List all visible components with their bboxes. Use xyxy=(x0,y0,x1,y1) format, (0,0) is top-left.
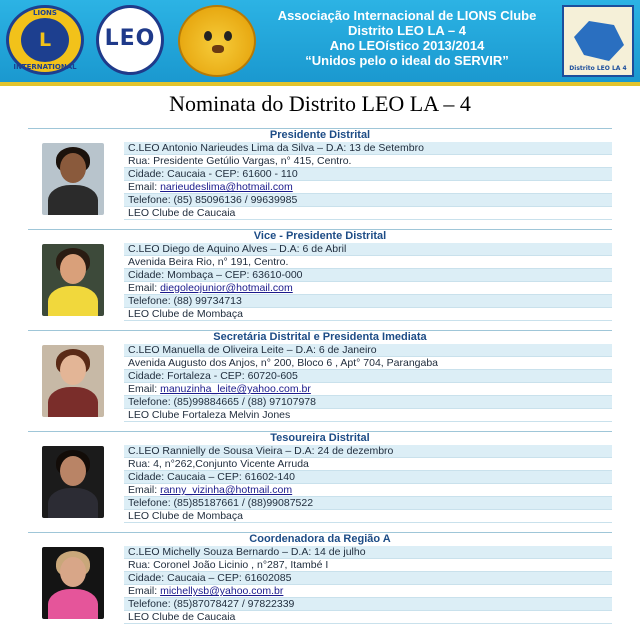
map-icon xyxy=(574,21,624,61)
member-email-link[interactable]: diegoleojunior@hotmail.com xyxy=(160,282,293,294)
email-label: Email: xyxy=(128,181,161,193)
header-text xyxy=(262,8,552,68)
lions-logo-subtext: INTERNATIONAL xyxy=(13,63,77,71)
member-club: LEO Clube de Caucaia xyxy=(124,207,612,220)
email-label: Email: xyxy=(128,383,161,395)
member-photo xyxy=(42,244,104,316)
member-name: C.LEO Diego de Aquino Alves – D.A: 6 de Abril xyxy=(124,243,612,256)
lions-international-logo xyxy=(6,5,84,75)
member-card xyxy=(28,532,612,624)
member-club: LEO Clube de Mombaça xyxy=(124,510,612,523)
member-city: Cidade: Fortaleza - CEP: 60720-605 xyxy=(124,370,612,383)
header-line-2: Distrito LEO LA – 4 xyxy=(348,23,466,38)
lion-eye-icon xyxy=(224,31,232,41)
member-email-link[interactable]: michellysb@yahoo.com.br xyxy=(160,585,284,597)
member-club: LEO Clube Fortaleza Melvin Jones xyxy=(124,409,612,422)
member-city: Cidade: Caucaia – CEP: 61602085 xyxy=(124,572,612,585)
member-photo xyxy=(42,345,104,417)
district-logo-label: Distrito LEO LA 4 xyxy=(569,65,627,72)
member-card xyxy=(28,128,612,220)
member-club: LEO Clube de Mombaça xyxy=(124,308,612,321)
member-role: Presidente Distrital xyxy=(28,128,612,142)
email-label: Email: xyxy=(128,282,161,294)
member-city: Cidade: Mombaça – CEP: 63610-000 xyxy=(124,269,612,282)
member-photo xyxy=(42,547,104,619)
header-line-1: Associação Internacional de LIONS Clube xyxy=(277,8,537,23)
lion-eye-icon xyxy=(204,31,212,41)
lion-mascot-icon xyxy=(178,5,256,77)
member-phone: Telefone: (85)85187661 / (88)99087522 xyxy=(124,497,612,510)
member-photo xyxy=(42,446,104,518)
page-title: Nominata do Distrito LEO LA – 4 xyxy=(169,91,471,116)
member-photo xyxy=(42,143,104,215)
member-email-row xyxy=(124,484,612,497)
member-address: Avenida Beira Rio, n° 191, Centro. xyxy=(124,256,612,269)
lion-nose-icon xyxy=(212,45,224,53)
email-label: Email: xyxy=(128,585,161,597)
member-address: Avenida Augusto dos Anjos, n° 200, Bloco 6 , Apt° 704, Parangaba xyxy=(124,357,612,370)
member-city: Cidade: Caucaia – CEP: 61602-140 xyxy=(124,471,612,484)
lions-logo-emblem: L xyxy=(21,18,69,62)
member-card xyxy=(28,229,612,321)
member-email-row xyxy=(124,383,612,396)
member-email-row xyxy=(124,585,612,598)
member-card xyxy=(28,431,612,523)
member-city: Cidade: Caucaia - CEP: 61600 - 110 xyxy=(124,168,612,181)
member-address: Rua: Presidente Getúlio Vargas, n° 415, Centro. xyxy=(124,155,612,168)
leo-logo-text: LEO xyxy=(104,26,156,51)
lions-logo-text: LIONS xyxy=(33,9,57,17)
member-name: C.LEO Rannielly de Sousa Vieira – D.A: 24 de dezembro xyxy=(124,445,612,458)
member-name: C.LEO Michelly Souza Bernardo – D.A: 14 de julho xyxy=(124,546,612,559)
member-address: Rua: Coronel João Licinio , n°287, Itambé I xyxy=(124,559,612,572)
member-role: Coordenadora da Região A xyxy=(28,532,612,546)
member-phone: Telefone: (88) 99734713 xyxy=(124,295,612,308)
member-role: Vice - Presidente Distrital xyxy=(28,229,612,243)
member-role: Tesoureira Distrital xyxy=(28,431,612,445)
header-line-3: Ano LEOístico 2013/2014 xyxy=(329,38,485,53)
header-line-4: “Unidos pelo o ideal do SERVIR” xyxy=(305,53,509,68)
member-email-link[interactable]: ranny_vizinha@hotmail.com xyxy=(160,484,293,496)
email-label: Email: xyxy=(128,484,161,496)
member-role: Secretária Distrital e Presidenta Imediata xyxy=(28,330,612,344)
banner-divider xyxy=(0,82,640,86)
member-email-link[interactable]: narieudeslima@hotmail.com xyxy=(160,181,293,193)
member-name: C.LEO Antonio Narieudes Lima da Silva – D.A: 13 de Setembro xyxy=(124,142,612,155)
member-phone: Telefone: (85)99884665 / (88) 97107978 xyxy=(124,396,612,409)
district-map-logo xyxy=(562,5,634,77)
member-club: LEO Clube de Caucaia xyxy=(124,611,612,624)
member-phone: Telefone: (85)87078427 / 97822339 xyxy=(124,598,612,611)
member-address: Rua: 4, n°262,Conjunto Vicente Arruda xyxy=(124,458,612,471)
leo-club-logo xyxy=(96,5,164,75)
member-email-link[interactable]: manuzinha_leite@yahoo.com.br xyxy=(160,383,311,395)
header-banner xyxy=(0,0,640,83)
member-email-row xyxy=(124,282,612,295)
member-card xyxy=(28,330,612,422)
member-email-row xyxy=(124,181,612,194)
member-phone: Telefone: (85) 85096136 / 99639985 xyxy=(124,194,612,207)
member-name: C.LEO Manuella de Oliveira Leite – D.A: 6 de Janeiro xyxy=(124,344,612,357)
